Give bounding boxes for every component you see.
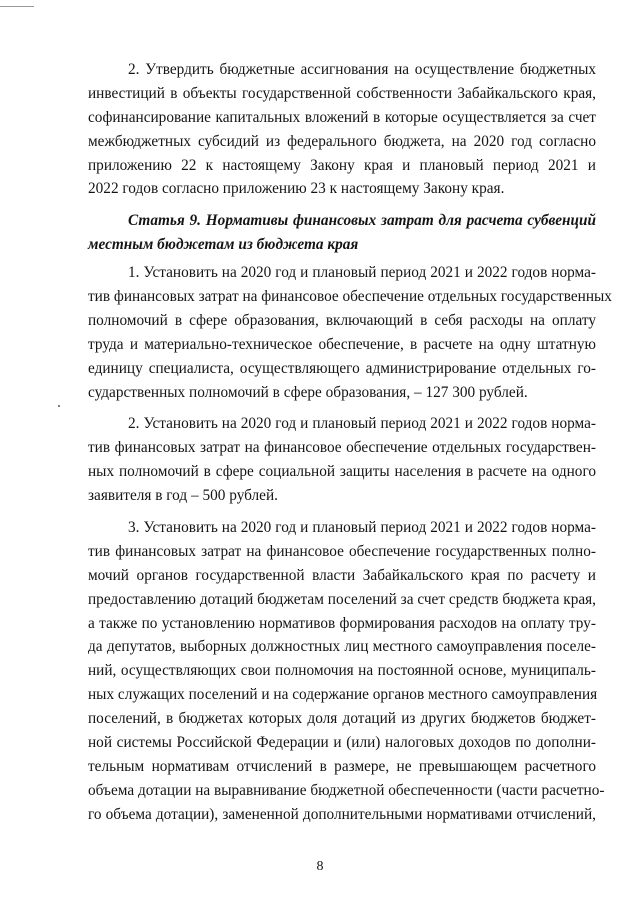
text-line: заявителя в год – 500 рублей. xyxy=(88,487,278,505)
text-line: а также по установлению нормативов формирования расходов на оплату тру- xyxy=(88,614,596,632)
text-line: тив финансовых затрат на финансовое обеспечение государственных полно- xyxy=(88,542,596,560)
text-line: ний, осуществляющих свои полномочия на постоянной основе, муниципаль- xyxy=(88,662,596,680)
text-line: межбюджетных субсидий из федерального бюджета, на 2020 год согласно xyxy=(88,132,596,150)
text-line: единицу специалиста, осуществляющего администрирование отдельных го- xyxy=(88,359,596,377)
heading-line: Статья 9. Нормативы финансовых затрат для расчета субвенций xyxy=(128,212,596,230)
text-line: ных служащих поселений и на содержание органов местного самоуправления xyxy=(88,686,598,704)
text-line: предоставлению дотаций бюджетам поселений за счет средств бюджета края, xyxy=(88,590,596,608)
scan-edge-mark xyxy=(0,6,34,7)
text-line: труда и материально-техническое обеспечение, в расчете на одну штатную xyxy=(88,335,596,353)
text-line: мочий органов государственной власти Забайкальского края по расчету и xyxy=(88,566,596,584)
text-line: 2. Утвердить бюджетные ассигнования на осуществление бюджетных xyxy=(128,61,596,78)
text-line: тельным нормативам отчислений в размере, не превышающем расчетного xyxy=(88,757,596,775)
article-8-paragraph-2 xyxy=(88,58,596,201)
text-line: тив финансовых затрат на финансовое обеспечение отдельных государствен- xyxy=(88,439,596,457)
text-line: тив финансовых затрат на финансовое обеспечение отдельных государственных xyxy=(88,288,612,306)
text-line: софинансирование капитальных вложений в которые осуществляется за счет xyxy=(88,108,596,126)
text-line: ных полномочий в сфере социальной защиты населения в расчете на одного xyxy=(88,463,596,481)
text-line: полномочий в сфере образования, включающий в себя расходы на оплату xyxy=(88,311,596,329)
article-9-paragraph-3 xyxy=(88,516,605,827)
text-line: 2. Установить на 2020 год и плановый период 2021 и 2022 годов норма- xyxy=(128,415,596,433)
article-9-paragraph-1 xyxy=(88,261,612,404)
text-line: 2022 годов согласно приложению 23 к настоящему Закону края. xyxy=(88,180,505,198)
text-line: 3. Установить на 2020 год и плановый период 2021 и 2022 годов норма- xyxy=(128,519,596,537)
text-line: 1. Установить на 2020 год и плановый период 2021 и 2022 годов норма- xyxy=(128,264,596,282)
article-9-heading xyxy=(88,209,596,257)
text-line: го объема дотации), замененной дополнительными нормативами отчислений, xyxy=(88,805,596,823)
scan-speck xyxy=(58,405,60,407)
heading-line: местным бюджетам из бюджета края xyxy=(88,236,359,254)
text-line: сударственных полномочий в сфере образования, – 127 300 рублей. xyxy=(88,383,528,401)
document-body xyxy=(88,58,612,835)
text-line: поселений, в бюджетах которых доля дотаций из других бюджетов бюджет- xyxy=(88,710,596,728)
text-line: ной системы Российской Федерации и (или) налоговых доходов по дополни- xyxy=(88,734,596,752)
text-line: инвестиций в объекты государственной собственности Забайкальского края, xyxy=(88,84,596,102)
text-line: приложению 22 к настоящему Закону края и плановый период 2021 и xyxy=(88,156,596,174)
text-line: да депутатов, выборных должностных лиц местного самоуправления поселе- xyxy=(88,638,596,656)
text-line: объема дотации на выравнивание бюджетной обеспеченности (части расчетно- xyxy=(88,781,605,799)
page-number: 8 xyxy=(316,859,324,874)
article-9-paragraph-2 xyxy=(88,412,596,508)
